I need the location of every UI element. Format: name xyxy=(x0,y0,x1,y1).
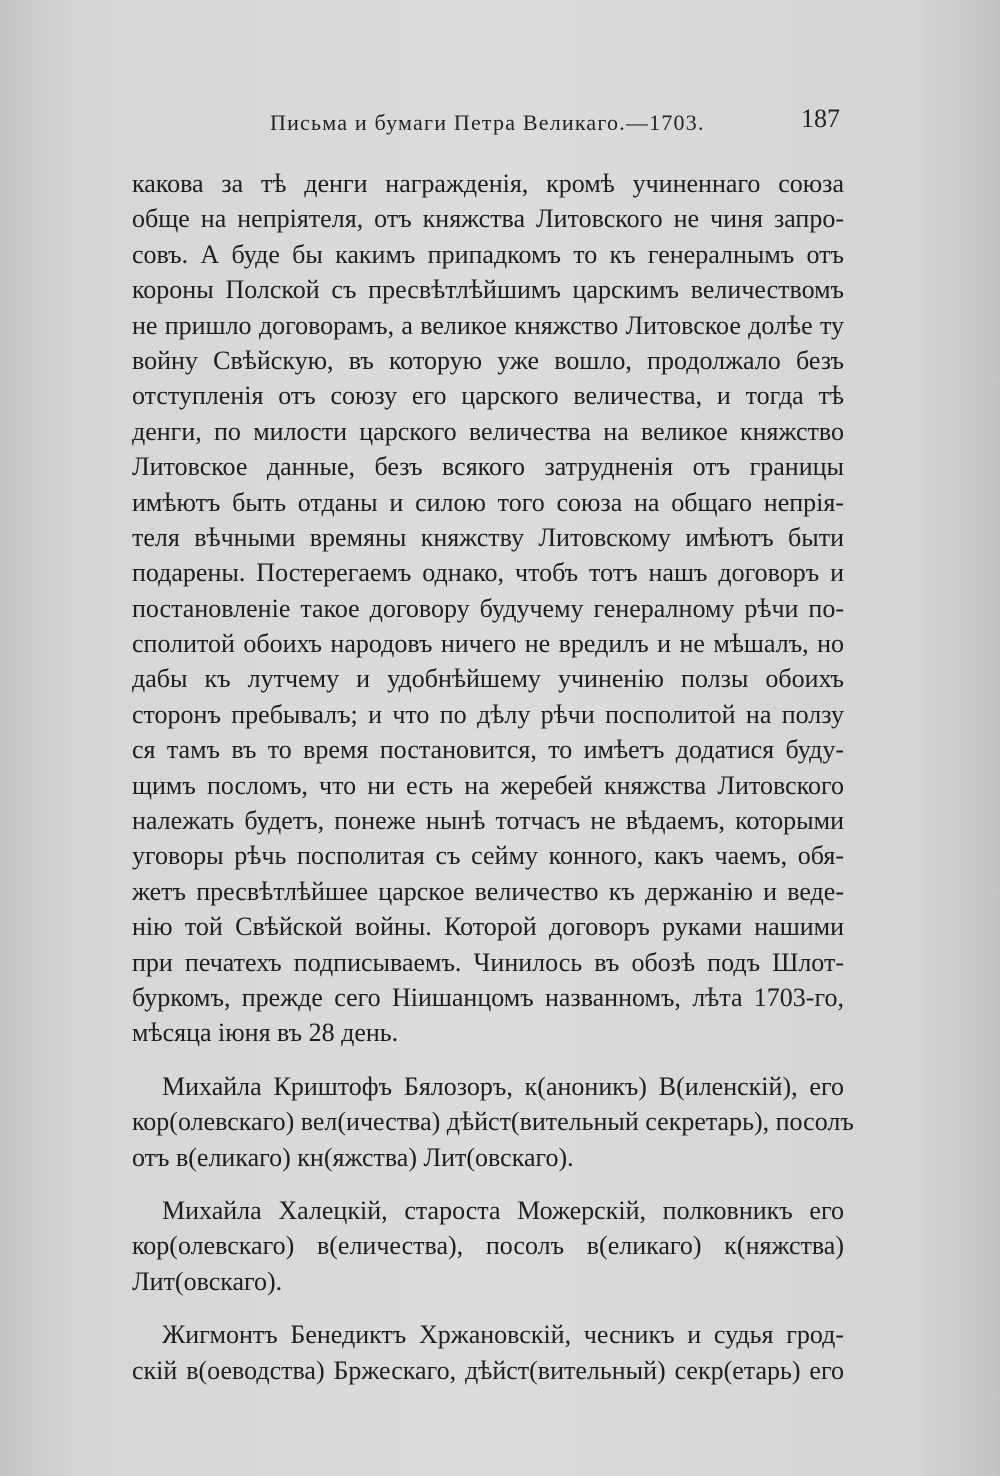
text-line: короны Полской съ пресвѣтлѣйшимъ царскимъ величествомъ xyxy=(132,275,844,305)
text-line: сполитой обоихъ народовъ ничего не вредилъ и не мѣшалъ, но xyxy=(132,629,844,659)
main-paragraph xyxy=(132,166,844,1051)
signature-line: отъ в(еликаго) кн(яжства) Лит(овскаго). xyxy=(132,1142,574,1172)
text-line: дабы къ лутчему и удобнѣйшему учиненію ползы обоихъ xyxy=(132,664,844,694)
signature-line: кор(олевскаго) в(еличества), посолъ в(еликаго) к(няжства) xyxy=(132,1231,844,1261)
page-header xyxy=(270,104,840,144)
text-line: сторонъ пребывалъ; и что по дѣлу рѣчи посполитой на ползу xyxy=(132,699,844,729)
signature-line: скій в(оеводства) Бржескаго, дѣйст(вительный) секр(етарь) его xyxy=(132,1355,844,1385)
text-line: мѣсяца іюня въ 28 день. xyxy=(132,1018,399,1048)
text-line: не пришло договорамъ, а великое княжство Литовское долѣе ту xyxy=(132,310,844,340)
signature-block xyxy=(132,1193,844,1299)
text-line: совъ. А буде бы какимъ припадкомъ то къ генералнымъ отъ xyxy=(132,239,844,269)
text-line: Литовское данные, безъ всякого затрудненія отъ границы xyxy=(132,452,844,482)
text-line: денги, по милости царского величества на великое княжство xyxy=(132,416,844,446)
text-line: буркомъ, прежде сего Ніишанцомъ названномъ, лѣта 1703-го, xyxy=(132,982,844,1012)
text-line: щимъ посломъ, что ни есть на жеребей княжства Литовского xyxy=(132,770,844,800)
signature-line: Михайла Халецкій, староста Можерскій, полковникъ его xyxy=(162,1195,844,1225)
running-title: Письма и бумаги Петра Великаго.—1703. xyxy=(270,110,705,135)
text-line: при печатехъ подписываемъ. Чинилось въ обозѣ подъ Шлот- xyxy=(132,947,844,977)
signature-block xyxy=(132,1069,854,1175)
signature-line: Михайла Криштофъ Бялозоръ, к(аноникъ) В(иленскій), его xyxy=(162,1071,844,1101)
text-line: жетъ пресвѣтлѣйшее царское величество къ держанію и веде- xyxy=(132,876,844,906)
paragraph-gap xyxy=(132,1175,844,1193)
text-line: ся тамъ въ то время постановится, то имѣетъ додатися буду- xyxy=(132,735,844,765)
text-line: имѣютъ быть отданы и силою того союза на общаго непрія- xyxy=(132,487,844,517)
text-line: войну Свѣйскую, въ которую уже вошло, продолжало безъ xyxy=(132,345,844,375)
text-line: належать будетъ, понеже нынѣ тотчасъ не вѣдаемъ, которыми xyxy=(132,806,844,836)
text-line: постановленіе такое договору будучему генералному рѣчи по- xyxy=(132,593,844,623)
page-number: 187 xyxy=(801,104,840,133)
text-line: теля вѣчными времяны княжству Литовскому имѣютъ быти xyxy=(132,522,844,552)
text-line: обще на непріятеля, отъ княжства Литовского не чиня запро- xyxy=(132,204,844,234)
signature-line: кор(олевскаго) вел(ичества) дѣйст(вительный секретарь), посолъ xyxy=(132,1107,854,1137)
body-text xyxy=(132,166,854,1388)
signature-block xyxy=(132,1317,844,1388)
paragraph-gap xyxy=(132,1299,844,1317)
text-line: нію той Свѣйской войны. Которой договоръ руками нашими xyxy=(132,912,844,942)
signature-line: Жигмонтъ Бенедиктъ Хржановскій, чесникъ и судья грод- xyxy=(162,1320,844,1350)
text-line: подарены. Постерегаемъ однако, чтобъ тотъ нашъ договоръ и xyxy=(132,558,844,588)
text-line: отступленія отъ союзу его царского величества, и тогда тѣ xyxy=(132,381,844,411)
text-line: уговоры рѣчь посполитая съ сейму конного, какъ чаемъ, обя- xyxy=(132,841,844,871)
text-line: какова за тѣ денги награжденія, кромѣ учиненнаго союза xyxy=(132,169,844,198)
signature-line: Лит(овскаго). xyxy=(132,1266,283,1296)
paragraph-gap xyxy=(132,1051,844,1069)
